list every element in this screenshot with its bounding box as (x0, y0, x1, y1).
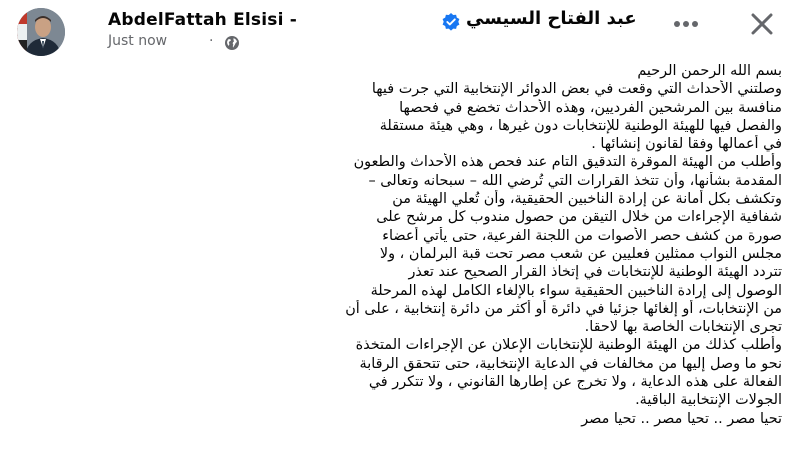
close-icon[interactable] (746, 8, 778, 40)
post-line: شفافية الإجراءات من خلال التيقن من حصول مندوب كل مرشح على (376, 209, 782, 226)
post-line: منافسة بين المرشحين الفرديين، وهذه الأحداث تخضع في فحصها (399, 99, 782, 116)
author-name[interactable]: AbdelFattah Elsisi - (108, 10, 297, 30)
post-line: تجرى الإنتخابات الخاصة بها لاحقا. (584, 319, 782, 336)
post-line: بسم الله الرحمن الرحيم (637, 63, 782, 79)
author-avatar[interactable] (17, 8, 65, 56)
post-line: المقدمة بشأنها، وأن تتخذ القرارات التي تُرضي الله – سبحانه وتعالى – (368, 172, 782, 189)
separator-dot: · (209, 33, 214, 49)
post-line: في أعمالها وفقا لقانون إنشائها . (591, 136, 782, 153)
author-name-arabic[interactable]: عبد الفتاح السيسي (466, 8, 637, 29)
post-header (0, 0, 800, 60)
post-line: مجلس النواب ممثلين فعليين عن شعب مصر تحت قبة البرلمان ، ولا (379, 245, 782, 262)
avatar-portrait (17, 8, 65, 56)
post-text (20, 62, 782, 428)
verified-badge-icon (441, 12, 461, 32)
post-line: تتردد الهيئة الوطنية للإنتخابات في إتخاذ القرار الصحيح عند تعذر (408, 264, 782, 281)
post-line: نحو ما وصل إليها من مخالفات في الدعاية الإنتخابية، حتى تتحقق الرقابة (359, 355, 782, 372)
post-line: الجولات الإنتخابية الباقية. (635, 392, 782, 409)
post-timestamp[interactable]: Just now (108, 33, 168, 49)
post-line: الوصول إلى إرادة الناخبين الحقيقية سواء بالإلغاء الكامل لهذه المرحلة (370, 282, 782, 299)
post-line: والفصل فيها للهيئة الوطنية للإنتخابات دون غيرها ، وهي هيئة مستقلة (379, 117, 782, 134)
post-line: من الإنتخابات، أو إلغائها جزئيا في دائرة أو أكثر من دائرة إنتخابية ، على أن (345, 300, 782, 317)
globe-icon (224, 35, 240, 51)
post-line: وصلتني الأحداث التي وقعت في بعض الدوائر الإنتخابية التي جرت فيها (371, 81, 782, 98)
post-line: وتكشف بكل أمانة عن إرادة الناخبين الحقيقية، وأن تُعلي الهيئة من (392, 191, 782, 208)
more-dot (692, 21, 698, 27)
post-line: وأطلب من الهيئة الموقرة التدقيق التام عند فحص هذه الأحداث والطعون (353, 154, 782, 171)
post-line: تحيا مصر .. تحيا مصر .. تحيا مصر (581, 410, 782, 427)
more-options-button[interactable] (668, 10, 704, 38)
more-dot (674, 21, 680, 27)
post-line: صورة من كشف حصر الأصوات من اللجنة الفرعية، حتى يأتي أعضاء (382, 227, 782, 244)
post-line: الفعالة على هذه الدعاية ، ولا تخرج عن إطارها القانوني ، ولا تتكرر في (368, 374, 782, 391)
post-line: وأطلب كذلك من الهيئة الوطنية للإنتخابات الإعلان عن الإجراءات المتخذة (355, 337, 782, 354)
more-dot (683, 21, 689, 27)
